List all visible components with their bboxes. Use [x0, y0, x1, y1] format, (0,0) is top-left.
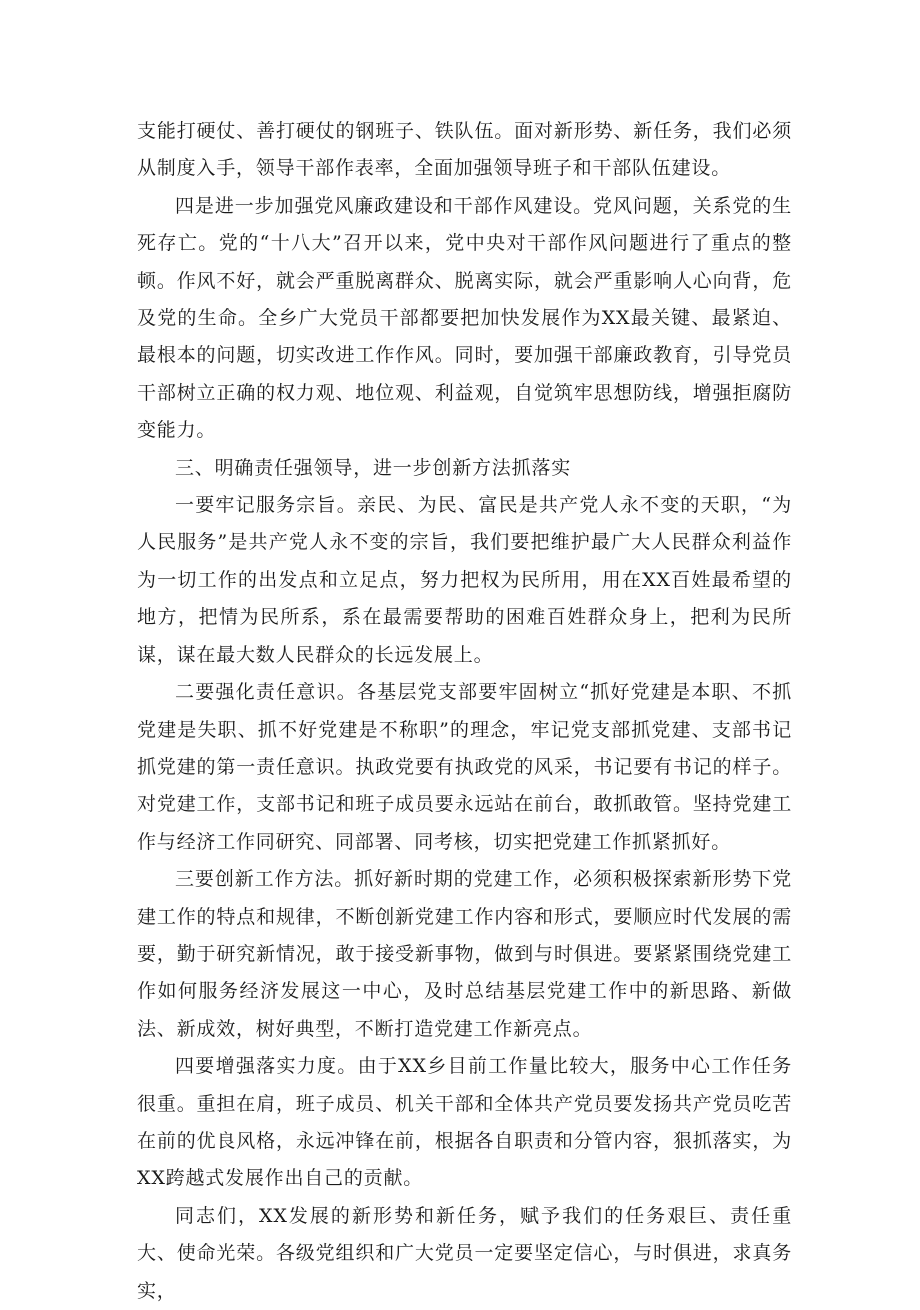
paragraph-service-purpose: 一要牢记服务宗旨。亲民、为民、富民是共产党人永不变的天职，“为人民服务”是共产党人永不变的宗旨，我们要把维护最广大人民群众利益作为一切工作的出发点和立足点，努力把权为民所用，用在XX百姓最希望的地方，把情为民所系，系在最需要帮助的困难百姓群众身上，把利为民所谋，谋在最大数人民群众的长远发展上。: [137, 494, 792, 666]
paragraph-implementation: 四要增强落实力度。由于XX乡目前工作量比较大，服务中心工作任务很重。重担在肩，班子成员、机关干部和全体共产党员要发扬共产党员吃苦在前的优良风格，永远冲锋在前，根据各自职责和分管内容，狠抓落实，为XX跨越式发展作出自己的贡献。: [137, 1055, 792, 1190]
paragraph-work-methods: 三要创新工作方法。抓好新时期的党建工作，必须积极探索新形势下党建工作的特点和规律，不断创新党建工作内容和形式，要顺应时代发展的需要，勤于研究新情况，敢于接受新事物，做到与时俱进。要紧紧围绕党建工作如何服务经济发展这一中心，及时总结基层党建工作中的新思路、新做法、新成效，树好典型，不断打造党建工作新亮点。: [137, 868, 792, 1040]
paragraph-responsibility: 二要强化责任意识。各基层党支部要牢固树立“抓好党建是本职、不抓党建是失职、抓不好党建是不称职”的理念，牢记党支部抓党建、支部书记抓党建的第一责任意识。执政党要有执政党的风采，书记要有书记的样子。对党建工作，支部书记和班子成员要永远站在前台，敢抓敢管。坚持党建工作与经济工作同研究、同部署、同考核，切实把党建工作抓紧抓好。: [137, 681, 792, 853]
paragraph-closing: 同志们，XX发展的新形势和新任务，赋予我们的任务艰巨、责任重大、使命光荣。各级党组织和广大党员一定要坚定信心，与时俱进，求真务实，: [137, 1204, 792, 1302]
section-heading-3: 三、明确责任强领导，进一步创新方法抓落实: [175, 456, 572, 479]
paragraph-party-conduct: 四是进一步加强党风廉政建设和干部作风建设。党风问题，关系党的生死存亡。党的“十八大”召开以来，党中央对干部作风问题进行了重点的整顿。作风不好，就会严重脱离群众、脱离实际，就会严重影响人心向背，危及党的生命。全乡广大党员干部都要把加快发展作为XX最关键、最紧迫、最根本的问题，切实改进工作作风。同时，要加强干部廉政教育，引导党员干部树立正确的权力观、地位观、利益观，自觉筑牢思想防线，增强拒腐防变能力。: [137, 194, 792, 442]
document-body: [137, 113, 792, 1310]
paragraph-continuation: 支能打硬仗、善打硬仗的钢班子、铁队伍。面对新形势、新任务，我们必须从制度入手，领导干部作表率，全面加强领导班子和干部队伍建设。: [137, 120, 792, 180]
